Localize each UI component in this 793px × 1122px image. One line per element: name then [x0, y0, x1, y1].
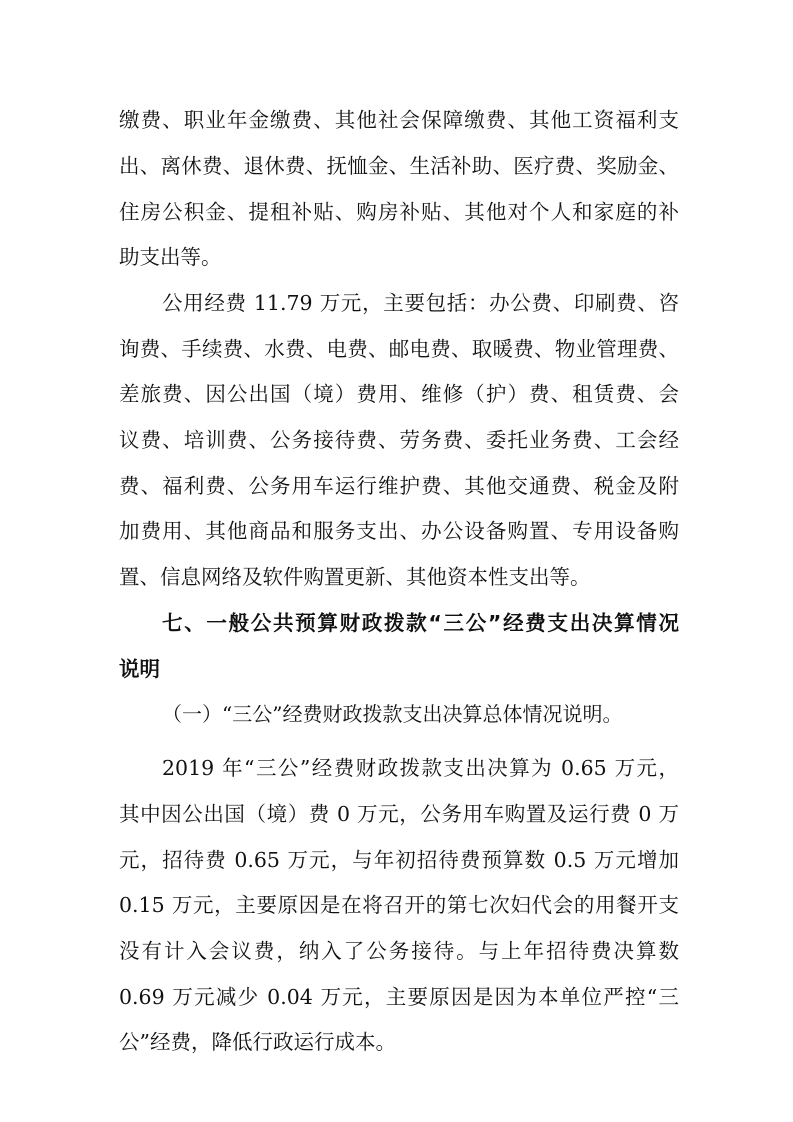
paragraph-2-line-5: 费、福利费、公务用车运行维护费、其他交通费、税金及附 [119, 474, 679, 498]
paragraph-2-line-3: 差旅费、因公出国（境）费用、维修（护）费、租赁费、会 [119, 382, 679, 406]
paragraph-3-line-4: 0.15 万元，主要原因是在将召开的第七次妇代会的用餐开支 [119, 893, 679, 917]
paragraph-3-line-2: 其中因公出国（境）费 0 万元，公务用车购置及运行费 0 万 [119, 802, 679, 826]
section-heading-line-1: 七、一般公共预算财政拨款“三公”经费支出决算情况 [162, 611, 679, 635]
paragraph-2-line-6: 加费用、其他商品和服务支出、办公设备购置、专用设备购 [119, 519, 679, 543]
paragraph-1-line-2: 出、离休费、退休费、抚恤金、生活补助、医疗费、奖励金、 [119, 154, 679, 178]
subheading-1: （一）“三公”经费财政拨款支出决算总体情况说明。 [162, 702, 623, 726]
paragraph-3-line-7: 公”经费，降低行政运行成本。 [119, 1030, 396, 1054]
paragraph-1-line-4: 助支出等。 [119, 245, 222, 269]
paragraph-3-line-3: 元，招待费 0.65 万元，与年初招待费预算数 0.5 万元增加 [119, 848, 679, 872]
paragraph-3-line-1: 2019 年“三公”经费财政拨款支出决算为 0.65 万元， [162, 756, 679, 780]
paragraph-1-line-3: 住房公积金、提租补贴、购房补贴、其他对个人和家庭的补 [119, 200, 679, 224]
paragraph-2-line-4: 议费、培训费、公务接待费、劳务费、委托业务费、工会经 [119, 428, 679, 452]
section-heading-line-2: 说明 [119, 657, 160, 681]
paragraph-2-line-2: 询费、手续费、水费、电费、邮电费、取暖费、物业管理费、 [119, 337, 679, 361]
paragraph-1-line-1: 缴费、职业年金缴费、其他社会保障缴费、其他工资福利支 [119, 108, 679, 132]
paragraph-3-line-6: 0.69 万元减少 0.04 万元，主要原因是因为本单位严控“三 [119, 985, 679, 1009]
paragraph-2-line-7: 置、信息网络及软件购置更新、其他资本性支出等。 [119, 565, 591, 589]
paragraph-3-line-5: 没有计入会议费，纳入了公务接待。与上年招待费决算数 [119, 939, 679, 963]
paragraph-2-line-1: 公用经费 11.79 万元，主要包括：办公费、印刷费、咨 [162, 291, 679, 315]
